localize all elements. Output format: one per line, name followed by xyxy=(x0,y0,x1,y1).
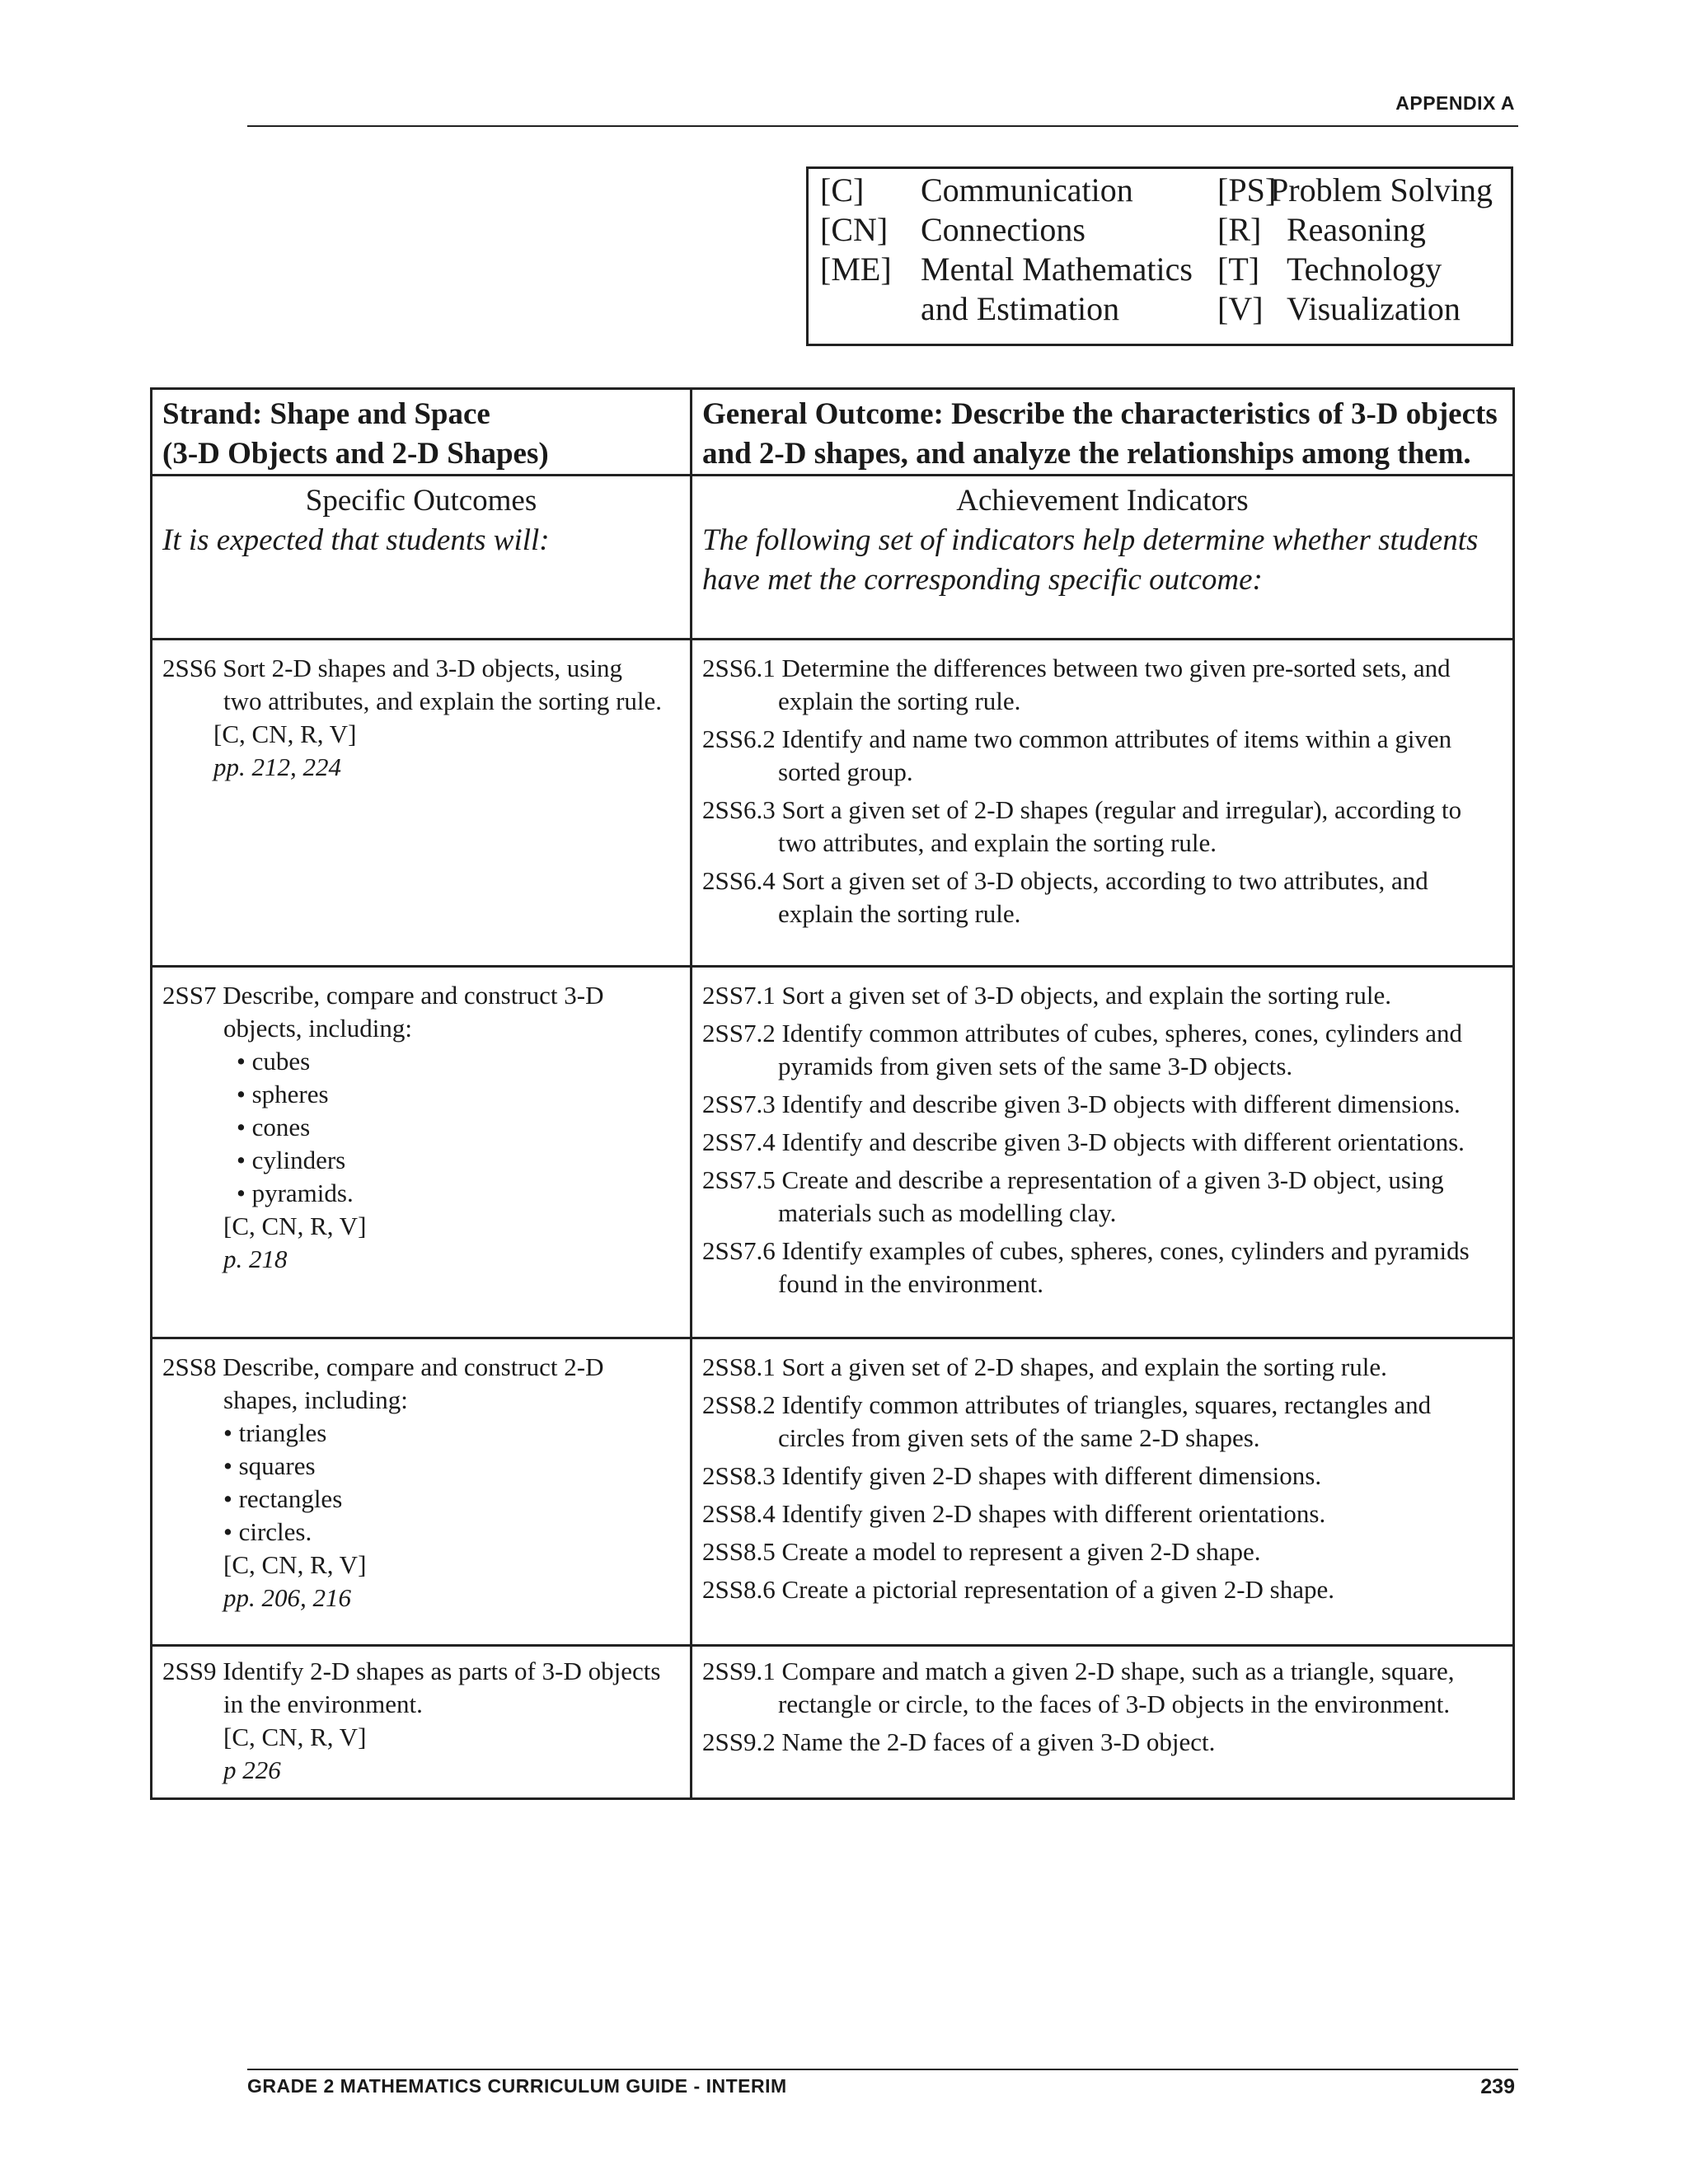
achievement-indicators-subtitle: have met the corresponding specific outcome: xyxy=(702,563,1263,597)
outcomes-table xyxy=(150,387,1515,1800)
indicator-item xyxy=(702,979,1504,1012)
specific-outcomes-header xyxy=(152,476,692,640)
indicator-text: 2SS9.2 Name the 2-D faces of a given 3-D object. xyxy=(702,1727,1216,1756)
indicator-item xyxy=(702,1235,1504,1301)
legend-label: Mental Mathematics xyxy=(921,251,1193,288)
indicator-item xyxy=(702,1164,1504,1230)
footer-rule xyxy=(247,2069,1518,2070)
indicator-item xyxy=(702,652,1504,718)
process-codes: [C, CN, R, V] xyxy=(223,1212,367,1240)
indicator-text: 2SS8.4 Identify given 2-D shapes with different orientations. xyxy=(702,1499,1326,1528)
indicator-text: 2SS6.3 Sort a given set of 2-D shapes (regular and irregular), according to xyxy=(702,795,1462,824)
bullet-item: • squares xyxy=(223,1451,316,1480)
page-references: p. 218 xyxy=(223,1244,288,1273)
table-row xyxy=(152,1646,1514,1799)
outcome-text: in the environment. xyxy=(223,1690,423,1718)
indicator-text: 2SS9.1 Compare and match a given 2-D shape, such as a triangle, square, xyxy=(702,1657,1455,1685)
table-row xyxy=(152,967,1514,1338)
outcome-text: 2SS9 Identify 2-D shapes as parts of 3-D objects xyxy=(162,1657,661,1685)
strand-title: Strand: Shape and Space xyxy=(162,397,490,431)
legend-label: Technology xyxy=(1287,251,1442,288)
bullet-item: • circles. xyxy=(223,1517,312,1546)
indicator-text: materials such as modelling clay. xyxy=(778,1198,1117,1227)
indicator-item xyxy=(702,1088,1504,1121)
bullet-item: • cylinders xyxy=(237,1146,346,1174)
outcome-cell xyxy=(152,640,692,967)
legend-label: Communication xyxy=(921,171,1133,209)
indicator-text: 2SS8.6 Create a pictorial representation of a given 2-D shape. xyxy=(702,1575,1335,1604)
footer-title: GRADE 2 MATHEMATICS CURRICULUM GUIDE - INTERIM xyxy=(247,2075,787,2097)
indicator-text: 2SS7.1 Sort a given set of 3-D objects, and explain the sorting rule. xyxy=(702,981,1392,1010)
indicator-text: 2SS7.2 Identify common attributes of cubes, spheres, cones, cylinders and xyxy=(702,1019,1463,1047)
table-row xyxy=(152,640,1514,967)
outcome-text: two attributes, and explain the sorting rule. xyxy=(223,687,663,715)
bullet-item: • spheres xyxy=(237,1080,329,1108)
legend-label: Connections xyxy=(921,211,1085,248)
bullet-item: • pyramids. xyxy=(237,1179,354,1207)
indicator-item xyxy=(702,723,1504,789)
indicator-text: 2SS8.3 Identify given 2-D shapes with different dimensions. xyxy=(702,1461,1322,1490)
indicator-text: 2SS7.6 Identify examples of cubes, spheres, cones, cylinders and pyramids xyxy=(702,1236,1470,1265)
legend-code: [T] xyxy=(1217,251,1260,288)
indicator-text: 2SS8.2 Identify common attributes of triangles, squares, rectangles and xyxy=(702,1390,1432,1419)
legend-code: [V] xyxy=(1217,290,1264,327)
legend-code: [C] xyxy=(820,171,865,209)
indicator-item xyxy=(702,1655,1504,1721)
indicators-cell xyxy=(692,640,1514,967)
legend-code: [CN] xyxy=(820,211,889,248)
general-outcome-line: and 2-D shapes, and analyze the relationships among them. xyxy=(702,437,1471,471)
strand-cell xyxy=(152,389,692,476)
legend-label: Reasoning xyxy=(1287,211,1426,248)
strand-subtitle: (3-D Objects and 2-D Shapes) xyxy=(162,437,549,471)
page-number: 239 xyxy=(1480,2075,1515,2098)
legend-label: Visualization xyxy=(1287,290,1461,327)
outcome-text: 2SS6 Sort 2-D shapes and 3-D objects, using xyxy=(162,654,622,682)
indicator-item xyxy=(702,865,1504,930)
indicator-text: 2SS7.4 Identify and describe given 3-D objects with different orientations. xyxy=(702,1127,1465,1156)
indicator-item xyxy=(702,1351,1504,1384)
indicator-item xyxy=(702,1460,1504,1493)
legend-label: and Estimation xyxy=(921,290,1120,327)
indicator-text: two attributes, and explain the sorting rule. xyxy=(778,828,1217,857)
achievement-indicators-title: Achievement Indicators xyxy=(956,484,1249,518)
indicator-text: 2SS6.4 Sort a given set of 3-D objects, according to two attributes, and xyxy=(702,866,1428,895)
indicator-text: 2SS7.5 Create and describe a representation of a given 3-D object, using xyxy=(702,1165,1444,1194)
achievement-indicators-subtitle: The following set of indicators help determine whether students xyxy=(702,523,1479,557)
outcome-text: objects, including: xyxy=(223,1014,413,1043)
table-row xyxy=(152,1338,1514,1646)
outcome-cell xyxy=(152,1646,692,1799)
page-references: pp. 206, 216 xyxy=(223,1583,351,1612)
page-references: pp. 212, 224 xyxy=(213,752,341,781)
general-outcome-cell xyxy=(692,389,1514,476)
legend-label: Problem Solving xyxy=(1270,171,1493,209)
outcome-text: shapes, including: xyxy=(223,1385,408,1414)
indicators-cell xyxy=(692,967,1514,1338)
bullet-item: • cubes xyxy=(237,1047,311,1076)
indicator-item xyxy=(702,1017,1504,1083)
achievement-indicators-header xyxy=(692,476,1514,640)
indicators-cell xyxy=(692,1646,1514,1799)
bullet-item: • triangles xyxy=(223,1418,327,1447)
indicator-text: pyramids from given sets of the same 3-D objects. xyxy=(778,1052,1293,1080)
indicator-text: 2SS6.1 Determine the differences between two given pre-sorted sets, and xyxy=(702,654,1451,682)
legend-code: [PS] xyxy=(1217,171,1277,209)
indicator-item xyxy=(702,1497,1504,1530)
process-codes: [C, CN, R, V] xyxy=(223,1722,367,1751)
indicator-item xyxy=(702,1573,1504,1606)
indicator-text: sorted group. xyxy=(778,757,913,786)
indicator-text: rectangle or circle, to the faces of 3-D objects in the environment. xyxy=(778,1690,1451,1718)
indicator-item xyxy=(702,1126,1504,1159)
process-codes: [C, CN, R, V] xyxy=(223,1550,367,1579)
legend-code: [ME] xyxy=(820,251,892,288)
bullet-item: • rectangles xyxy=(223,1484,343,1513)
indicator-text: 2SS7.3 Identify and describe given 3-D objects with different dimensions. xyxy=(702,1090,1461,1118)
specific-outcomes-title: Specific Outcomes xyxy=(305,484,537,518)
indicator-text: circles from given sets of the same 2-D shapes. xyxy=(778,1423,1260,1452)
legend-code: [R] xyxy=(1217,211,1262,248)
general-outcome-line: General Outcome: Describe the characteristics of 3-D objects xyxy=(702,397,1498,431)
process-codes: [C, CN, R, V] xyxy=(213,719,357,748)
header-rule xyxy=(247,125,1518,127)
indicator-item xyxy=(702,794,1504,860)
page-references: p 226 xyxy=(223,1755,281,1784)
outcome-text: 2SS8 Describe, compare and construct 2-D xyxy=(162,1352,604,1381)
indicator-text: explain the sorting rule. xyxy=(778,899,1021,928)
outcome-cell xyxy=(152,1338,692,1646)
legend-box xyxy=(806,166,1513,346)
indicator-item xyxy=(702,1535,1504,1568)
specific-outcomes-subtitle: It is expected that students will: xyxy=(162,523,550,557)
indicator-text: found in the environment. xyxy=(778,1269,1043,1298)
indicator-text: 2SS6.2 Identify and name two common attributes of items within a given xyxy=(702,724,1452,753)
indicator-item xyxy=(702,1726,1504,1759)
appendix-label: APPENDIX A xyxy=(1395,92,1515,114)
bullet-item: • cones xyxy=(237,1113,311,1141)
indicator-item xyxy=(702,1389,1504,1455)
indicator-text: 2SS8.5 Create a model to represent a given 2-D shape. xyxy=(702,1537,1261,1566)
indicator-text: explain the sorting rule. xyxy=(778,687,1021,715)
outcome-cell xyxy=(152,967,692,1338)
indicator-text: 2SS8.1 Sort a given set of 2-D shapes, and explain the sorting rule. xyxy=(702,1352,1387,1381)
indicators-cell xyxy=(692,1338,1514,1646)
outcome-text: 2SS7 Describe, compare and construct 3-D xyxy=(162,981,604,1010)
